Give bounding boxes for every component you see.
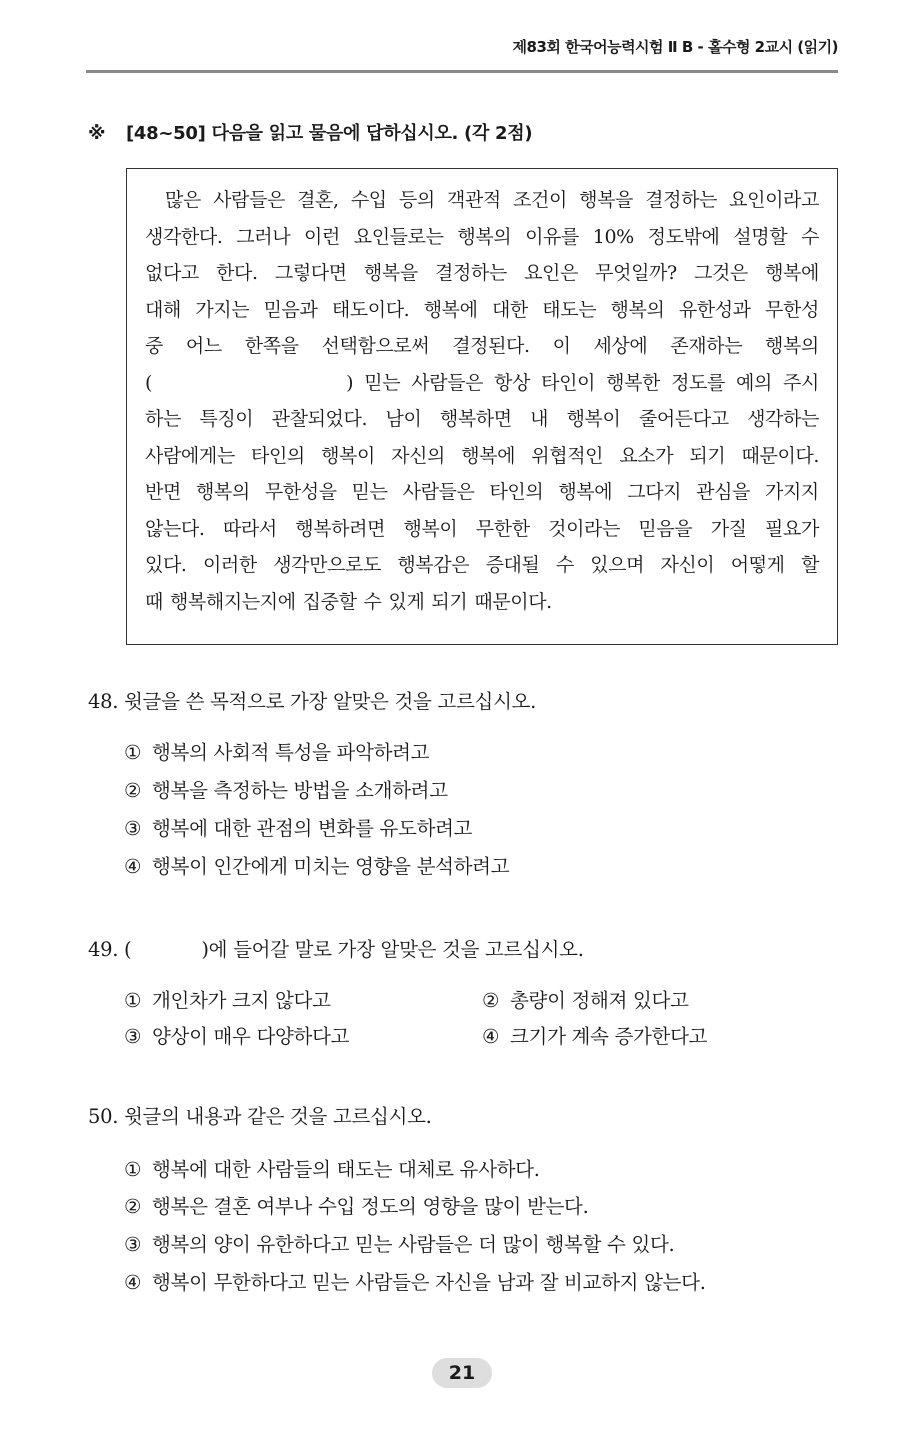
passage-word: 행복을 xyxy=(363,262,418,284)
passage-line xyxy=(145,584,819,621)
passage-word: 결정하는 xyxy=(435,262,507,284)
passage-word: 대한 xyxy=(491,298,528,321)
passage-word: 타인이 xyxy=(541,371,596,394)
passage-line xyxy=(145,511,819,548)
passage-word: 수 xyxy=(800,225,819,248)
option-text: 크기가 계속 증가한다고 xyxy=(510,1025,708,1048)
passage-word: 요인들로는 xyxy=(353,225,444,248)
passage-word: 이러한 xyxy=(202,554,257,576)
q50-option-3[interactable] xyxy=(124,1229,674,1257)
passage-word: 무한성을 xyxy=(264,481,337,503)
passage-word: 믿음을 xyxy=(638,517,693,540)
passage-word: 않는다. xyxy=(145,517,205,540)
passage-line xyxy=(145,547,819,584)
passage-word: 이 xyxy=(552,335,571,357)
option-number: ③ xyxy=(124,1233,142,1256)
passage-word: 이런 xyxy=(304,225,340,248)
passage-word: 있으며 xyxy=(590,554,645,576)
passage-line xyxy=(145,219,819,256)
passage-word: 관심을 xyxy=(696,481,750,503)
passage-word: 그다지 xyxy=(627,481,682,503)
passage-word: 믿는 xyxy=(364,371,401,394)
passage-word: 정도밖에 xyxy=(647,225,720,248)
passage-word: 그러나 xyxy=(236,225,291,248)
q48-option-3[interactable] xyxy=(124,813,472,841)
passage-word: 필요가 xyxy=(765,517,819,540)
q48-option-2[interactable] xyxy=(124,775,448,803)
passage-word: 생각한다. xyxy=(145,225,223,248)
passage-word: 수입 xyxy=(350,189,387,211)
passage-word: 세상에 xyxy=(593,335,648,357)
passage-word: 태도이다. xyxy=(331,298,410,321)
blank-open-paren: ( xyxy=(145,371,153,394)
passage-word: 행복이 xyxy=(321,444,375,467)
passage-word: 설명할 xyxy=(733,225,788,248)
passage-word: 되기 xyxy=(431,590,468,613)
q49-option-3[interactable] xyxy=(124,1021,349,1049)
passage-word: 객관적 xyxy=(447,189,501,211)
passage-word: 가지지 xyxy=(765,481,819,503)
option-number: ① xyxy=(124,1158,142,1181)
passage-word: 때문이다. xyxy=(474,590,552,613)
passage-word: 행복감은 xyxy=(397,554,470,576)
passage-word: 관찰되었다. xyxy=(271,408,368,430)
passage-word: 결혼, xyxy=(297,189,339,211)
passage-word: 행복이 xyxy=(403,517,458,540)
question-48-stem: 48. 윗글을 쓴 목적으로 가장 알맞은 것을 고르십시오. xyxy=(88,690,537,713)
option-number: ③ xyxy=(124,817,142,840)
option-number: ① xyxy=(124,989,142,1012)
passage-word: 자신이 xyxy=(660,554,715,576)
q48-option-4[interactable] xyxy=(124,851,509,879)
passage-word: 그렇다면 xyxy=(274,262,347,284)
passage-word: 행복을 xyxy=(579,189,633,211)
passage-word: 행복의 xyxy=(610,298,665,321)
passage-word: 결정하는 xyxy=(645,189,717,211)
passage-word: 사람에게는 xyxy=(145,444,235,467)
passage-word: 행복의 xyxy=(765,335,819,357)
passage-word: 것이라는 xyxy=(548,517,620,540)
passage-word: 요인이라고 xyxy=(729,189,819,211)
passage-word: 항상 xyxy=(494,371,531,394)
passage-word: 주시 xyxy=(783,371,819,394)
passage-line xyxy=(145,255,819,292)
passage-word: 행복의 xyxy=(195,481,250,503)
passage-word: 가지는 xyxy=(195,298,250,321)
passage-word: 남이 xyxy=(385,408,422,430)
passage-word: 무엇일까? xyxy=(595,262,677,284)
passage-word: 행복한 xyxy=(606,371,660,394)
passage-word: 이유를 xyxy=(525,225,579,248)
passage-word: 없다고 xyxy=(145,262,199,284)
passage-word: 믿는 xyxy=(351,481,388,503)
passage-word: 특징이 xyxy=(199,408,254,430)
passage-line xyxy=(145,182,819,219)
passage-word: 수 xyxy=(363,590,382,613)
q49-option-2[interactable] xyxy=(482,985,689,1013)
passage-word: 타인의 xyxy=(250,444,305,467)
passage-line xyxy=(145,401,819,438)
option-number: ④ xyxy=(124,1271,142,1294)
q50-option-1[interactable] xyxy=(124,1154,540,1182)
option-text: 행복에 대한 관점의 변화를 유도하려고 xyxy=(152,817,473,840)
passage-word: 때 xyxy=(145,590,163,613)
passage-word: 생각만으로도 xyxy=(273,554,381,576)
question-50-stem: 50. 윗글의 내용과 같은 것을 고르십시오. xyxy=(88,1105,432,1128)
passage-line-with-blank xyxy=(145,365,819,402)
passage-word: 조건이 xyxy=(513,189,567,211)
option-number: ④ xyxy=(124,855,142,878)
passage-word: 행복하면 xyxy=(439,408,512,430)
option-text: 행복의 사회적 특성을 파악하려고 xyxy=(152,741,430,764)
option-number: ④ xyxy=(482,1025,500,1048)
section-instruction xyxy=(88,119,532,145)
passage-word: 예의 xyxy=(736,371,772,394)
passage-word: 사람들은 xyxy=(213,189,285,211)
question-49-stem xyxy=(88,934,584,962)
passage-word: 어떻게 xyxy=(730,554,785,576)
passage-word: 내 xyxy=(530,408,549,430)
passage-word: 많은 xyxy=(165,189,201,211)
passage-word: 믿음과 xyxy=(263,298,318,321)
passage-word: 수 xyxy=(555,554,574,576)
blank-close-paren: ) xyxy=(346,371,354,394)
passage-word: 행복에 xyxy=(765,262,819,284)
passage-word: 요인은 xyxy=(524,262,578,284)
q49-option-4[interactable] xyxy=(482,1021,707,1049)
passage-word: 행복에 xyxy=(423,298,478,321)
passage-word: 위협적인 xyxy=(531,444,604,467)
option-text: 총량이 정해져 있다고 xyxy=(510,989,689,1012)
passage-word: 있게 xyxy=(388,590,425,613)
passage-word: 행복이 xyxy=(566,408,621,430)
passage-word: 자신의 xyxy=(391,444,446,467)
passage-word: 요소가 xyxy=(619,444,674,467)
passage-word: 행복하려면 xyxy=(295,517,386,540)
passage-line xyxy=(145,328,819,365)
option-number: ② xyxy=(482,989,500,1012)
passage-word: 가질 xyxy=(710,517,747,540)
instruction-text: [48~50] 다음을 읽고 물음에 답하십시오. (각 2점) xyxy=(126,123,533,144)
passage-word: 10% xyxy=(592,225,634,248)
header-divider xyxy=(86,70,838,73)
passage-word: 등의 xyxy=(398,189,435,211)
q49-stem-suffix: )에 들어갈 말로 가장 알맞은 것을 고르십시오. xyxy=(201,938,584,961)
option-text: 양상이 매우 다양하다고 xyxy=(152,1025,350,1048)
passage-word: 하는 xyxy=(145,408,181,430)
passage-word: 한다. xyxy=(216,262,258,284)
passage-word: 무한성 xyxy=(765,298,819,321)
passage-word: 행복에 xyxy=(461,444,516,467)
passage-word: 중 xyxy=(145,335,163,357)
passage-word: 있다. xyxy=(145,554,187,576)
option-text: 개인차가 크지 않다고 xyxy=(152,989,331,1012)
passage-word: 정도를 xyxy=(671,371,725,394)
passage-line xyxy=(145,474,819,511)
option-text: 행복에 대한 사람들의 태도는 대체로 유사하다. xyxy=(152,1158,540,1181)
option-text: 행복이 인간에게 미치는 영향을 분석하려고 xyxy=(152,855,510,878)
passage-word: 할 xyxy=(800,554,819,576)
option-text: 행복을 측정하는 방법을 소개하려고 xyxy=(152,779,448,802)
passage-word: 무한한 xyxy=(475,517,530,540)
passage-word: 사람들은 xyxy=(402,481,475,503)
passage-word: 행복해지는지에 xyxy=(169,590,296,613)
option-number: ③ xyxy=(124,1025,142,1048)
passage-word: 집중할 xyxy=(302,590,357,613)
passage-word: 행복에 xyxy=(558,481,613,503)
passage-word: 따라서 xyxy=(222,517,277,540)
option-number: ② xyxy=(124,779,142,802)
passage-word: 생각하는 xyxy=(747,408,819,430)
passage-line xyxy=(145,292,819,329)
passage-word: 타인의 xyxy=(489,481,544,503)
passage-word: 결정된다. xyxy=(452,335,530,357)
passage-word: 그것은 xyxy=(693,262,748,284)
option-number: ① xyxy=(124,741,142,764)
passage-word: 한쪽을 xyxy=(244,335,299,357)
passage-word: 태도는 xyxy=(542,298,597,321)
q50-option-4[interactable] xyxy=(124,1267,706,1295)
passage-word: 대해 xyxy=(145,298,181,321)
passage-word: 존재하는 xyxy=(670,335,743,357)
passage-word: 때문이다. xyxy=(741,444,819,467)
q49-option-1[interactable] xyxy=(124,985,331,1013)
passage-word: 되기 xyxy=(689,444,726,467)
passage-word: 사람들은 xyxy=(411,371,484,394)
option-text: 행복은 결혼 여부나 수입 정도의 영향을 많이 받는다. xyxy=(152,1195,589,1218)
reference-mark: ※ xyxy=(88,123,106,144)
page-number-badge: 21 xyxy=(432,1358,492,1388)
passage-word: 어느 xyxy=(185,335,222,357)
passage-word: 행복의 xyxy=(457,225,512,248)
option-text: 행복의 양이 유한하다고 믿는 사람들은 더 많이 행복할 수 있다. xyxy=(152,1233,675,1256)
passage-word: 증대될 xyxy=(485,554,540,576)
passage-word: 반면 xyxy=(145,481,181,503)
passage-word: 유한성과 xyxy=(678,298,751,321)
passage-word: 줄어든다고 xyxy=(638,408,729,430)
passage-word: 선택함으로써 xyxy=(321,335,430,357)
q49-stem-prefix: 49. ( xyxy=(88,938,132,961)
reading-passage-box xyxy=(126,168,838,645)
q48-option-1[interactable] xyxy=(124,737,429,765)
exam-header-title: 제83회 한국어능력시험 Ⅱ B - 홀수형 2교시 (읽기) xyxy=(512,38,838,56)
option-number: ② xyxy=(124,1195,142,1218)
option-text: 행복이 무한하다고 믿는 사람들은 자신을 남과 잘 비교하지 않는다. xyxy=(152,1271,706,1294)
passage-line xyxy=(145,438,819,475)
q50-option-2[interactable] xyxy=(124,1191,588,1219)
